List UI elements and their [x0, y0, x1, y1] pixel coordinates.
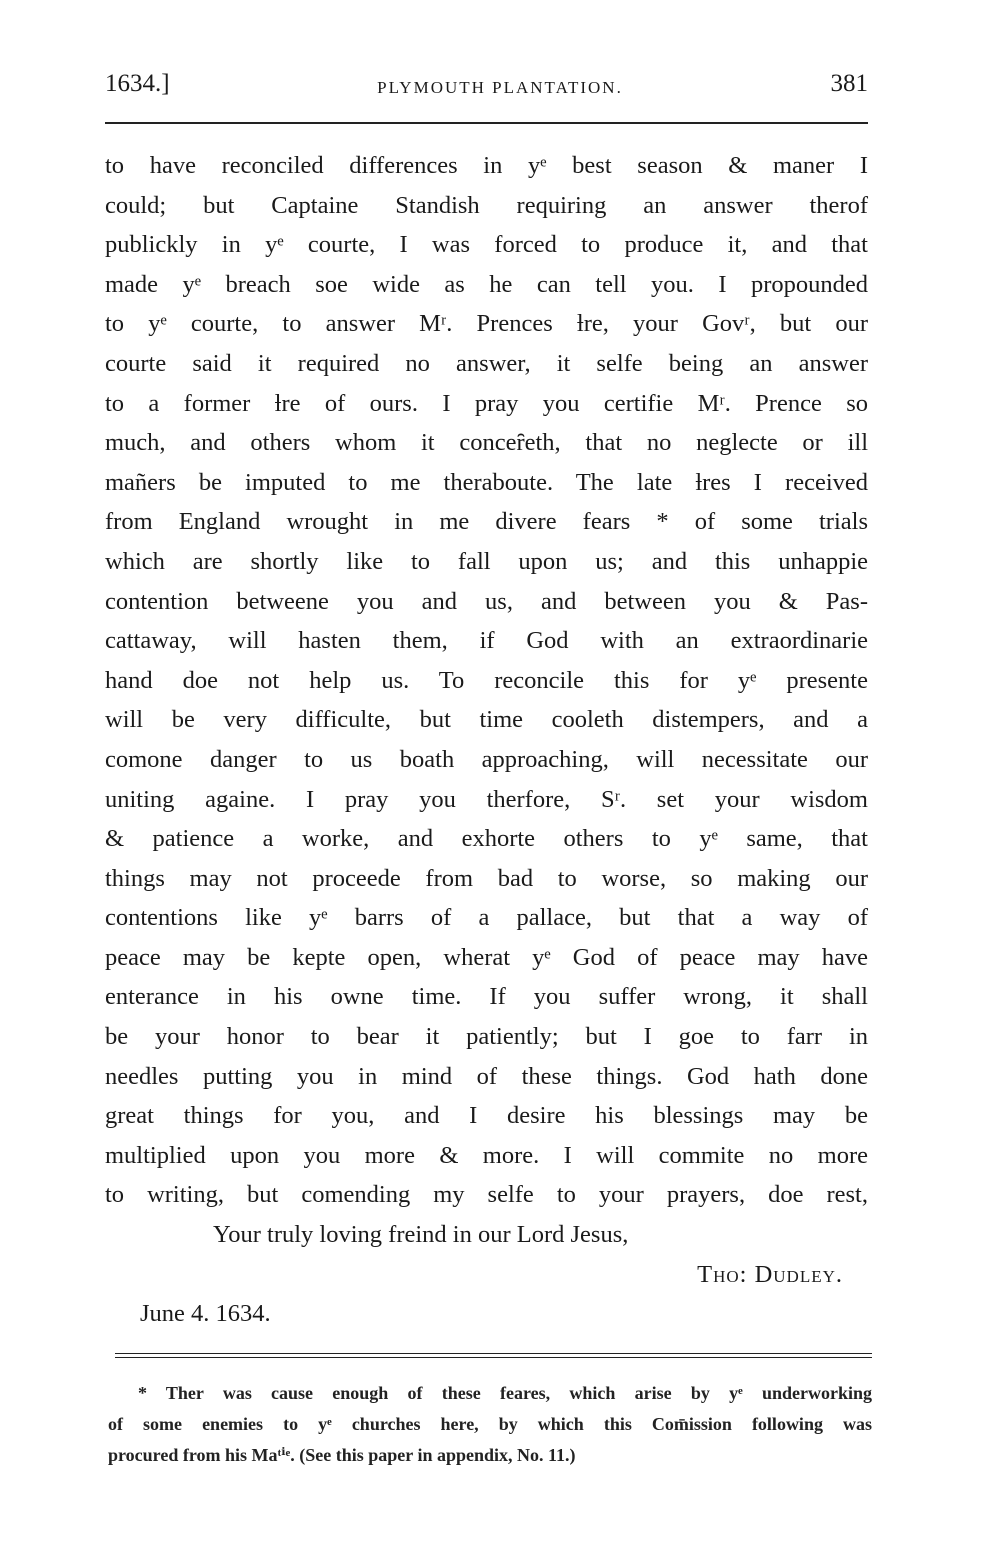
text-line: could; but Captaine Standish requiring an answer therof: [105, 191, 868, 219]
text-line: much, and others whom it conceȓeth, that no neglecte or ill: [105, 429, 868, 457]
body-lines: [105, 146, 868, 1215]
letter-date: June 4. 1634.: [140, 1300, 271, 1328]
text-line: courte said it required no answer, it selfe being an answer: [105, 349, 868, 377]
letter-body: [105, 146, 868, 1334]
text-line: mañers be imputed to me theraboute. The late ƚres I received: [105, 468, 868, 496]
text-line: which are shortly like to fall upon us; and this unhappie: [105, 547, 868, 575]
running-head-year: 1634.]: [105, 70, 170, 97]
text-line: needles putting you in mind of these things. God hath done: [105, 1062, 868, 1090]
text-line: made yᵉ breach soe wide as he can tell you. I propounded: [105, 270, 868, 298]
footnote-line: * Ther was cause enough of these feares, which arise by yᵉ underworking: [138, 1383, 872, 1403]
footnote-line: procured from his Maᵗⁱᵉ. (See this paper in appendix, No. 11.): [108, 1445, 576, 1465]
text-line: from England wrought in me divere fears * of some trials: [105, 508, 868, 536]
closing-salutation: Your truly loving freind in our Lord Jesus,: [213, 1221, 629, 1249]
text-line: peace may be kepte open, wherat yᵉ God of peace may have: [105, 943, 868, 971]
text-line: uniting againe. I pray you therfore, Sʳ. set your wisdom: [105, 785, 868, 813]
text-line: to have reconciled differences in yᵉ best season & maner I: [105, 152, 868, 179]
text-line: will be very difficulte, but time cooleth distempers, and a: [105, 706, 868, 734]
footnote: [108, 1378, 872, 1471]
text-line: contentions like yᵉ barrs of a pallace, but that a way of: [105, 904, 868, 932]
text-line: enterance in his owne time. If you suffer wrong, it shall: [105, 983, 868, 1011]
text-line: comone danger to us boath approaching, will necessitate our: [105, 745, 868, 773]
signature: Tho: Dudley.: [697, 1260, 843, 1288]
text-line: publickly in yᵉ courte, I was forced to produce it, and that: [105, 231, 868, 259]
page-number: 381: [830, 70, 868, 97]
text-line: multiplied upon you more & more. I will commite no more: [105, 1141, 868, 1169]
footnote-rule: [115, 1353, 872, 1358]
text-line: to yᵉ courte, to answer Mʳ. Prences ƚre, your Govʳ, but our: [105, 310, 868, 338]
footnote-line: of some enemies to yᵉ churches here, by which this Com̄ission following was: [108, 1414, 872, 1434]
text-line: contention betweene you and us, and between you & Pas-: [105, 587, 868, 615]
text-line: be your honor to bear it patiently; but I goe to farr in: [105, 1023, 868, 1051]
header-rule: [105, 122, 868, 124]
text-line: & patience a worke, and exhorte others to yᵉ same, that: [105, 825, 868, 853]
text-line: great things for you, and I desire his blessings may be: [105, 1102, 868, 1130]
text-line: to a former ƚre of ours. I pray you certifie Mʳ. Prence so: [105, 389, 868, 417]
text-line: hand doe not help us. To reconcile this for yᵉ presente: [105, 666, 868, 694]
running-head-title: PLYMOUTH PLANTATION.: [377, 78, 623, 97]
text-line: cattaway, will hasten them, if God with an extraordinarie: [105, 627, 868, 655]
text-line: to writing, but comending my selfe to your prayers, doe rest,: [105, 1181, 868, 1209]
text-line: things may not proceede from bad to worse, so making our: [105, 864, 868, 892]
